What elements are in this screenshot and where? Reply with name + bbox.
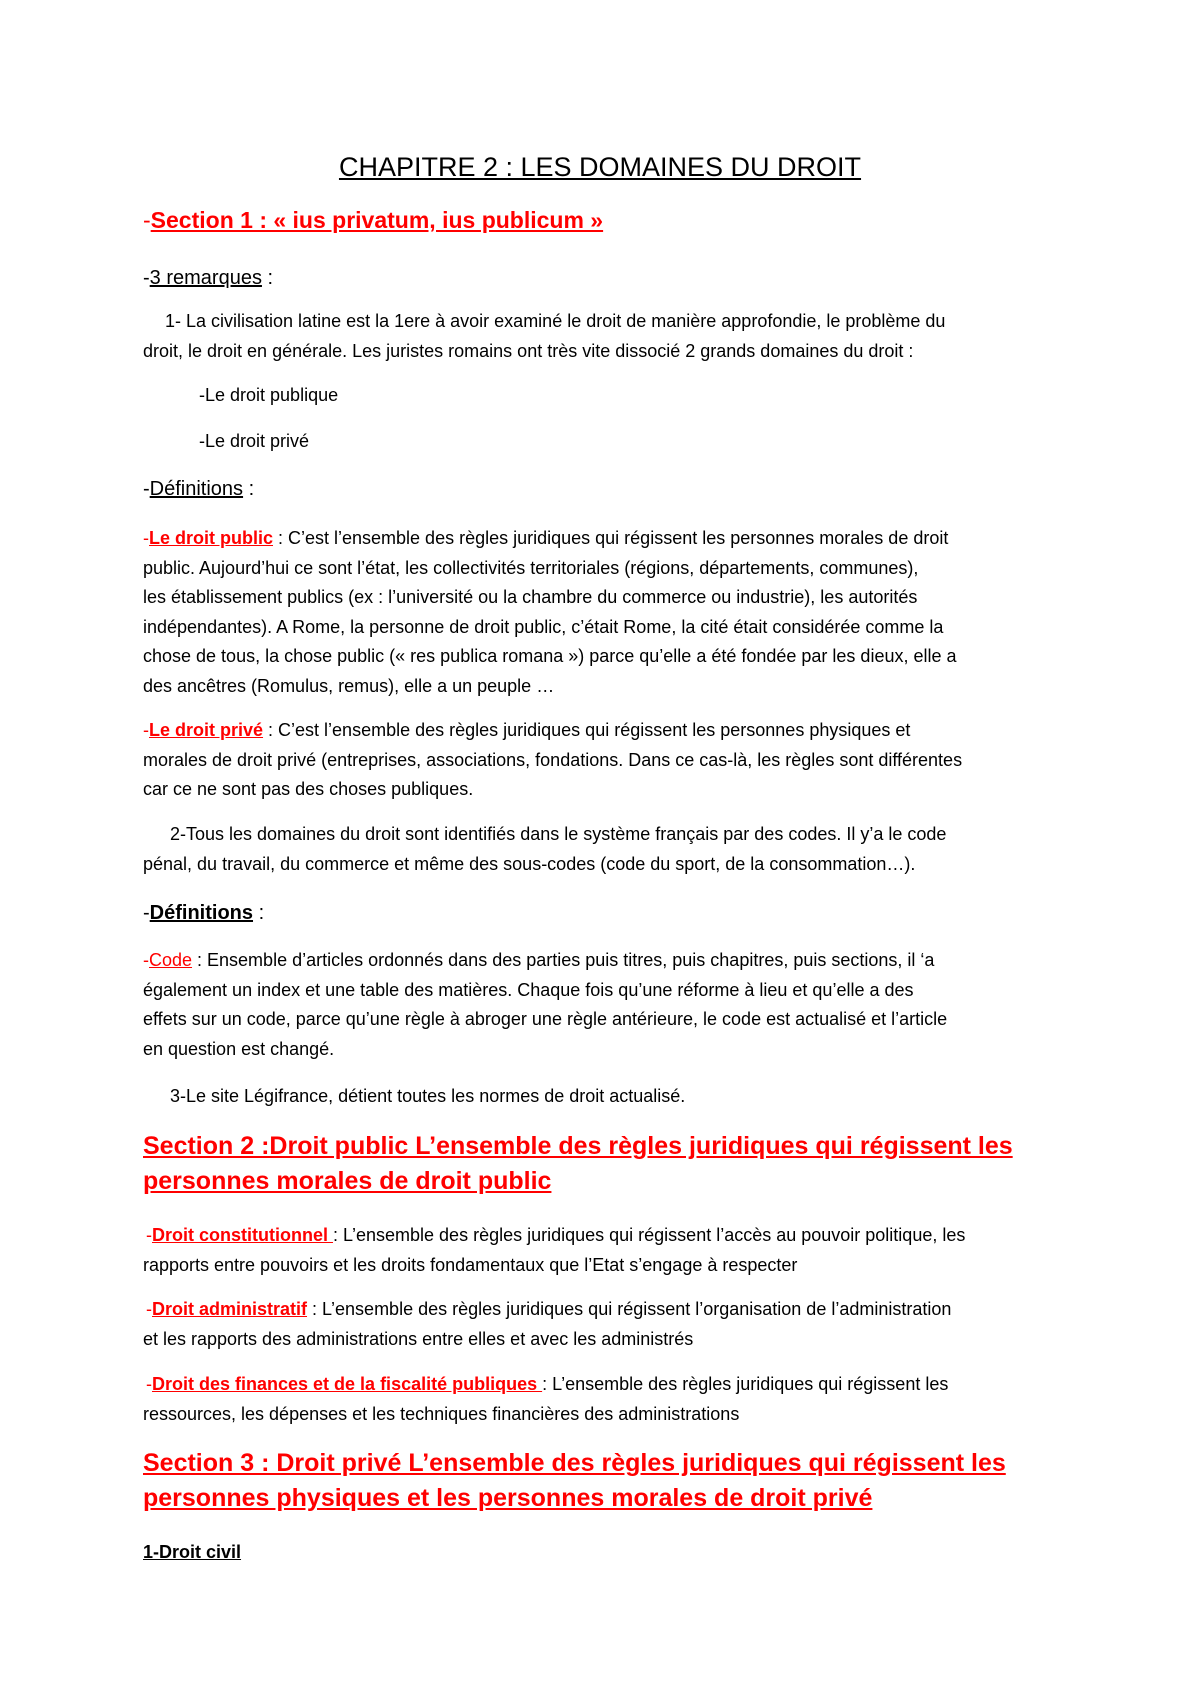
section-1-heading xyxy=(143,205,603,235)
remarques-dash: - xyxy=(143,267,150,289)
definition-line: chose de tous, la chose public (« res publica romana ») parce qu’elle a été fondée par les dieux, elle a xyxy=(143,646,957,666)
section-2-line: personnes morales de droit public xyxy=(143,1167,552,1195)
section-3-heading xyxy=(143,1446,1006,1516)
definition-line: rapports entre pouvoirs et les droits fondamentaux que l’Etat s’engage à respecter xyxy=(143,1254,798,1275)
definition-text: : C’est l’ensemble des règles juridiques qui régissent les personnes morales de droit xyxy=(273,528,949,548)
definition-line xyxy=(143,716,962,746)
definitions-1-dash: - xyxy=(143,478,150,500)
definitions-2-suffix: : xyxy=(253,902,265,924)
definition-line: indépendantes). A Rome, la personne de droit public, c’était Rome, la cité était considérée comme la xyxy=(143,616,944,637)
definition-line: ressources, les dépenses et les techniques financières des administrations xyxy=(143,1403,740,1424)
definition-line xyxy=(146,1221,965,1251)
definitions-heading-2 xyxy=(143,899,264,929)
section-2-heading xyxy=(143,1129,1013,1199)
definition-line xyxy=(143,524,957,554)
definition-line: effets sur un code, parce qu’une règle à abroger une règle antérieure, le code est actualisé et l’article xyxy=(143,1009,948,1029)
definition-text: : L’ensemble des règles juridiques qui régissent l’accès au pouvoir politique, les xyxy=(332,1225,966,1245)
definition-droit-constitutionnel xyxy=(143,1221,966,1280)
definition-dash: - xyxy=(146,1225,152,1245)
definition-line xyxy=(143,946,947,976)
definition-dash: - xyxy=(143,528,149,548)
paragraph-1-line: droit, le droit en générale. Les juristes romains ont très vite dissocié 2 grands domaines du droit : xyxy=(143,340,914,361)
definition-term: Droit des finances et de la fiscalité publiques xyxy=(152,1374,543,1394)
page-title: CHAPITRE 2 : LES DOMAINES DU DROIT xyxy=(338,152,862,182)
definition-text: : Ensemble d’articles ordonnés dans des parties puis titres, puis chapitres, puis sections, il ‘a xyxy=(192,950,935,970)
section-2-line: Section 2 :Droit public L’ensemble des règles juridiques qui régissent les xyxy=(143,1132,1013,1160)
definition-term: Code xyxy=(149,950,193,970)
paragraph-2 xyxy=(143,820,947,879)
definition-text: : L’ensemble des règles juridiques qui régissent l’organisation de l’administration xyxy=(307,1299,952,1319)
paragraph-2-line: pénal, du travail, du commerce et même des sous-codes (code du sport, de la consommation…). xyxy=(143,853,916,874)
section-3-line: personnes physiques et les personnes morales de droit privé xyxy=(143,1484,873,1512)
droit-civil-heading: 1-Droit civil xyxy=(143,1542,242,1562)
remarques-suffix: : xyxy=(261,267,274,289)
section-3-line: Section 3 : Droit privé L’ensemble des règles juridiques qui régissent les xyxy=(143,1449,1006,1477)
paragraph-2-line: 2-Tous les domaines du droit sont identifiés dans le système français par des codes. Il y’a le code xyxy=(170,824,947,844)
section-1-label: Section 1 : « ius privatum, ius publicum » xyxy=(150,207,604,233)
definition-dash: - xyxy=(146,1299,152,1319)
definition-line: en question est changé. xyxy=(143,1038,335,1059)
definition-code xyxy=(143,946,947,1064)
definition-term: Droit constitutionnel xyxy=(152,1225,333,1245)
list-item-droit-publique: -Le droit publique xyxy=(199,385,339,405)
definition-dash: - xyxy=(143,950,149,970)
definition-text: : L’ensemble des règles juridiques qui régissent les xyxy=(542,1374,949,1394)
definitions-2-label: Définitions xyxy=(149,902,254,924)
paragraph-3: 3-Le site Légifrance, détient toutes les normes de droit actualisé. xyxy=(170,1086,686,1106)
definition-line: des ancêtres (Romulus, remus), elle a un peuple … xyxy=(143,675,555,696)
definitions-2-dash: - xyxy=(143,902,150,924)
definition-dash: - xyxy=(146,1374,152,1394)
definitions-heading-1 xyxy=(143,475,254,505)
remarques-heading xyxy=(143,264,273,294)
definition-term: Droit administratif xyxy=(152,1299,308,1319)
definition-dash: - xyxy=(143,720,149,740)
definitions-1-label: Définitions xyxy=(149,478,244,500)
definition-line xyxy=(146,1370,948,1400)
definition-line xyxy=(146,1295,951,1325)
definition-line: et les rapports des administrations entre elles et avec les administrés xyxy=(143,1328,694,1349)
list-item-droit-prive: -Le droit privé xyxy=(199,431,310,451)
definition-line: morales de droit privé (entreprises, associations, fondations. Dans ce cas-là, les règles sont différentes xyxy=(143,749,963,770)
paragraph-1 xyxy=(143,307,946,366)
definition-droit-finances xyxy=(143,1370,949,1429)
definition-term: Le droit public xyxy=(149,528,273,548)
definitions-1-suffix: : xyxy=(243,478,255,500)
section-1-dash: - xyxy=(143,207,151,233)
definition-line: également un index et une table des matières. Chaque fois qu’une réforme à lieu et qu’elle a des xyxy=(143,979,914,1000)
definition-line: public. Aujourd’hui ce sont l’état, les collectivités territoriales (régions, départements, communes), xyxy=(143,557,919,578)
definition-droit-prive xyxy=(143,716,962,805)
definition-term: Le droit privé xyxy=(149,720,264,740)
definition-text: : C’est l’ensemble des règles juridiques qui régissent les personnes physiques et xyxy=(263,720,911,740)
definition-line: les établissement publics (ex : l’université ou la chambre du commerce ou industrie), les autorités xyxy=(143,587,918,607)
definition-droit-public xyxy=(143,524,957,701)
paragraph-1-line: 1- La civilisation latine est la 1ere à avoir examiné le droit de manière approfondie, le problème du xyxy=(165,311,946,331)
remarques-label: 3 remarques xyxy=(149,267,262,289)
definition-line: car ce ne sont pas des choses publiques. xyxy=(143,779,474,799)
definition-droit-administratif xyxy=(143,1295,952,1354)
